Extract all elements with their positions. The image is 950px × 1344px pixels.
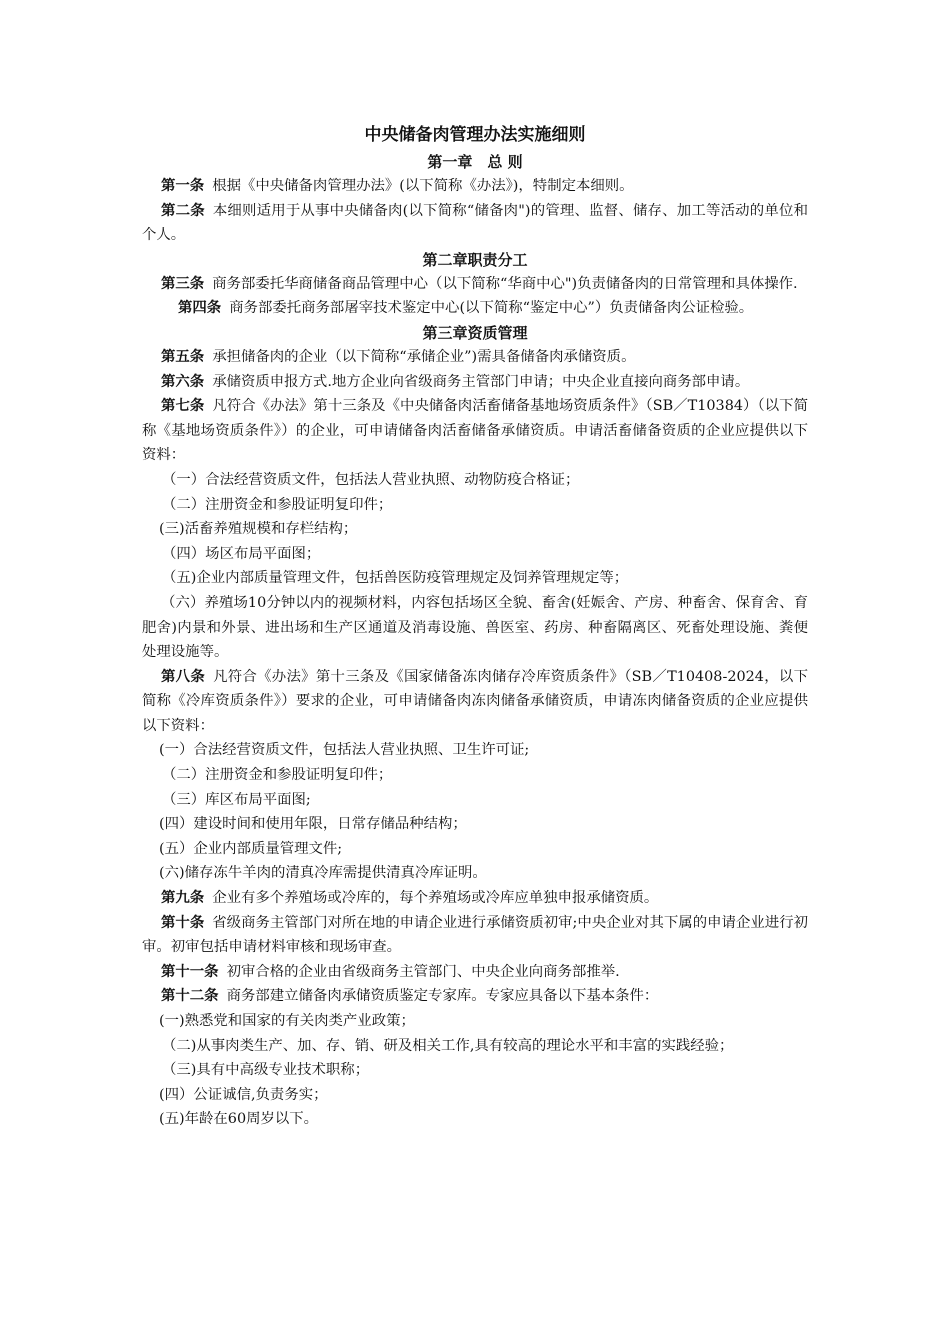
chapter-heading-3: 第三章资质管理	[422, 323, 528, 342]
article-9	[142, 886, 808, 911]
article-text: 凡符合《办法》第十三条及《国家储备冻肉储存冷库资质条件》（SB／T10408-2024，以下简称《冷库资质条件》）要求的企业，可申请储备肉冻肉储备承储资质，申请冻肉储备资质的企业应提供以下资料：	[142, 668, 808, 734]
article-text: 省级商务主管部门对所在地的申请企业进行承储资质初审;中央企业对其下属的申请企业进行初审。初审包括申请材料审核和现场审查。	[142, 914, 808, 956]
article-text: 初审合格的企业由省级商务主管部门、中央企业向商务部推举.	[226, 963, 620, 980]
article-6	[142, 370, 808, 395]
article-2	[142, 199, 808, 248]
list-item: （三）库区布局平面图;	[162, 791, 311, 808]
article-8	[142, 665, 808, 739]
article-3	[142, 272, 808, 297]
article-7	[142, 394, 808, 468]
list-item: （六）养殖场10分钟以内的视频材料，内容包括场区全貌、畜舍(妊娠舍、产房、种畜舍、保育舍、育肥舍)内景和外景、进出场和生产区通道及消毒设施、兽医室、药房、种畜隔离区、死畜处理设施、粪便处理设施等。	[142, 594, 808, 661]
article-text: 商务部委托华商储备商品管理中心（以下简称“华商中心")负责储备肉的日常管理和具体操作.	[212, 275, 798, 292]
article-text: 商务部委托商务部屠宰技术鉴定中心(以下简称“鉴定中心”）负责储备肉公证检验。	[229, 300, 754, 317]
list-item: （二)从事肉类生产、加、存、销、研及相关工作,具有较高的理论水平和丰富的实践经验；	[162, 1037, 734, 1054]
list-item: （二）注册资金和参股证明复印件；	[162, 767, 393, 784]
article-label: 第八条	[161, 667, 206, 685]
article-text: 承担储备肉的企业（以下简称“承储企业”)需具备储备肉承储资质。	[212, 348, 636, 365]
article-10	[142, 911, 808, 960]
article-11	[142, 960, 808, 985]
article-label: 第二条	[161, 201, 205, 219]
list-item: (四）建设时间和使用年限，日常存储品种结构；	[159, 816, 467, 833]
chapter-heading-1: 第一章 总 则	[427, 153, 523, 171]
article-5	[142, 345, 808, 370]
article-label: 第四条	[178, 299, 222, 317]
article-label: 第五条	[161, 347, 205, 365]
list-item: (一）合法经营资质文件，包括法人营业执照、卫生许可证;	[159, 742, 530, 759]
list-item: (五）企业内部质量管理文件;	[159, 840, 343, 857]
list-item: (六)储存冻牛羊肉的清真冷库需提供清真冷库证明。	[159, 865, 487, 882]
article-text: 根据《中央储备肉管理办法》(以下简称《办法》)，特制定本细则。	[212, 178, 634, 194]
article-label: 第十条	[161, 913, 205, 931]
list-item: (一)熟悉党和国家的有关肉类产业政策；	[159, 1013, 415, 1029]
list-item: (五)年龄在60周岁以下。	[159, 1111, 319, 1128]
article-label: 第三条	[161, 274, 205, 292]
article-label: 第六条	[161, 372, 205, 390]
document-title: 中央储备肉管理办法实施细则	[364, 125, 586, 145]
article-text: 本细则适用于从事中央储备肉(以下简称“储备肉")的管理、监督、储存、加工等活动的单位和个人。	[142, 202, 808, 244]
article-text: 企业有多个养殖场或冷库的，每个养殖场或冷库应单独申报承储资质。	[212, 890, 659, 907]
article-label: 第九条	[161, 889, 205, 907]
article-12	[142, 984, 808, 1009]
chapter-heading-2: 第二章职责分工	[422, 250, 528, 269]
list-item: （一）合法经营资质文件，包括法人营业执照、动物防疫合格证；	[162, 471, 580, 488]
list-item: (四）公证诚信,负责务实；	[159, 1086, 328, 1103]
list-item: （二）注册资金和参股证明复印件；	[162, 496, 393, 513]
article-text: 商务部建立储备肉承储资质鉴定专家库。专家应具备以下基本条件：	[226, 988, 659, 1005]
article-text: 承储资质申报方式.地方企业向省级商务主管部门申请；中央企业直接向商务部申请。	[212, 373, 750, 390]
article-1	[142, 174, 808, 199]
list-item: （三)具有中高级专业技术职称；	[162, 1062, 370, 1079]
list-item: (三)活畜养殖规模和存栏结构；	[159, 521, 358, 538]
article-label: 第十一条	[161, 962, 219, 980]
article-4	[142, 296, 808, 321]
article-text: 凡符合《办法》第十三条及《中央储备肉活畜储备基地场资质条件》（SB／T10384）（以下简称《基地场资质条件》）的企业，可申请储备肉活畜储备承储资质。申请活畜储备资质的企业应提供以下资料：	[142, 398, 808, 464]
article-label: 第一条	[161, 177, 205, 194]
list-item: （五)企业内部质量管理文件，包括兽医防疫管理规定及饲养管理规定等；	[162, 570, 629, 587]
article-label: 第十二条	[161, 987, 219, 1005]
article-label: 第七条	[161, 397, 205, 415]
list-item: （四）场区布局平面图；	[162, 545, 321, 562]
